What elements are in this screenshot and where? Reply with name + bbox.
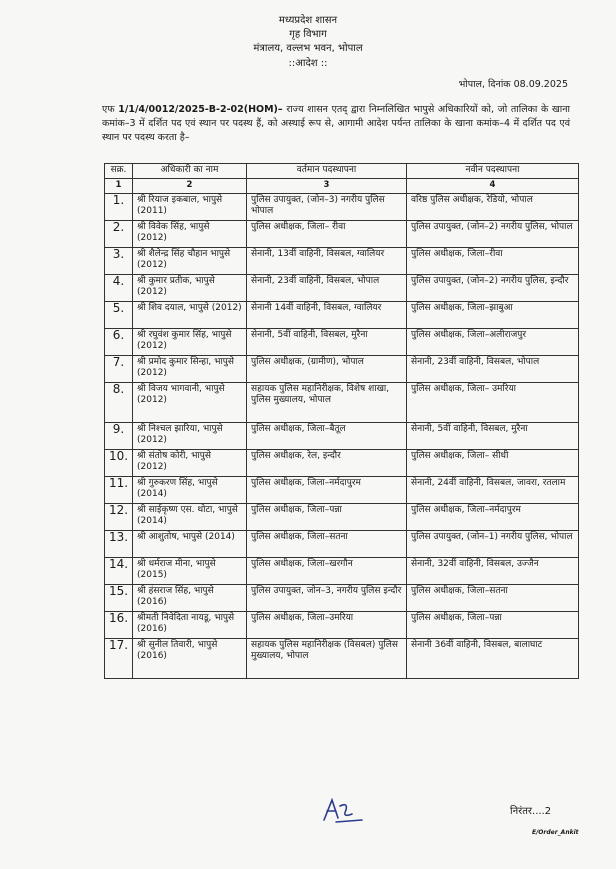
table-row [105,530,579,557]
officer-name: श्री हंसराज सिंह, भापुसे (2016) [133,584,247,611]
order-number: 1/1/4/0012/2025-B-2-02(HOM)– [118,104,283,115]
office-address: मंत्रालय, वल्लभ भवन, भोपाल [253,43,363,54]
serial-number: 10. [105,449,133,476]
officer-name: श्री विजय भागवानी, भापुसे (2012) [133,382,247,422]
column-number: 1 [105,179,133,194]
current-posting: पुलिस उपायुक्त, (जोन–3) नगरीय पुलिस भोपाल [247,193,407,220]
table-row [105,355,579,382]
current-posting: सेनानी 14वीं वाहिनी, विसबल, ग्वालियर [247,301,407,328]
serial-number: 5. [105,301,133,328]
serial-number: 9. [105,422,133,449]
current-posting: सेनानी, 23वीं वाहिनी, विसबल, भोपाल [247,274,407,301]
table-row [105,274,579,301]
current-posting: पुलिस अधीक्षक, जिला–पन्ना [247,503,407,530]
order-text: राज्य शासन एतद् द्वारा निम्नलिखित भापुसे अधिकारियों को, जो तालिका के खाना कमांक–3 में दर्शित पद एवं स्थान पर पदस्थ हैं, को अस्थाई रूप से, आगामी आदेश पर्यन्त तालिका के खाना कमांक–4 में दर्शित पद एवं स्थान पर पदस्थ करता है– [102,104,570,143]
order-heading: ::आदेश :: [288,58,328,69]
current-posting: पुलिस अधीक्षक, जिला–बैतूल [247,422,407,449]
serial-number: 14. [105,557,133,584]
new-posting: पुलिस अधीक्षक, जिला–झाबुआ [407,301,579,328]
column-number: 4 [407,179,579,194]
new-posting: पुलिस अधीक्षक, जिला–सतना [407,584,579,611]
signature-icon [318,796,366,826]
current-posting: पुलिस अधीक्षक, जिला–खरगौन [247,557,407,584]
officer-name: श्रीमती निवेदिता नायडू, भापुसे (2016) [133,611,247,638]
officer-name: श्री संतोष कोरी, भापुसे (2012) [133,449,247,476]
officer-name: श्री विवेक सिंह, भापुसे (2012) [133,220,247,247]
current-posting: पुलिस अधीक्षक, (ग्रामीण), भोपाल [247,355,407,382]
continued-note: निरंतर....2 [510,806,552,817]
table-row [105,611,579,638]
table-row [105,220,579,247]
new-posting: सेनानी, 5वीं वाहिनी, विसबल, मुरैना [407,422,579,449]
header-sn: सक्र. [105,164,133,179]
table-header-row [105,164,579,179]
file-reference: E/Order_Ankit [532,829,579,836]
serial-number: 7. [105,355,133,382]
current-posting: सहायक पुलिस महानिरीक्षक (विसबल) पुलिस मुख्यालय, भोपाल [247,638,407,678]
serial-number: 15. [105,584,133,611]
officer-name: श्री कुमार प्रतीक, भापुसे (2012) [133,274,247,301]
current-posting: सहायक पुलिस महानिरीक्षक, विशेष शाखा, पुलिस मुख्यालय, भोपाल [247,382,407,422]
current-posting: पुलिस अधीक्षक, जिला–नर्मदापुरम [247,476,407,503]
officer-name: श्री साईकृष्ण एस. थोटा, भापुसे (2014) [133,503,247,530]
table-row [105,557,579,584]
serial-number: 8. [105,382,133,422]
serial-number: 16. [105,611,133,638]
new-posting: पुलिस उपायुक्त, (जोन–2) नगरीय पुलिस, भोपाल [407,220,579,247]
department-name: गृह विभाग [289,29,327,40]
column-number: 2 [133,179,247,194]
officer-name: श्री शिव दयाल, भापुसे (2012) [133,301,247,328]
serial-number: 2. [105,220,133,247]
table-row [105,301,579,328]
new-posting: पुलिस अधीक्षक, जिला– उमरिया [407,382,579,422]
serial-number: 4. [105,274,133,301]
table-row [105,422,579,449]
serial-number: 1. [105,193,133,220]
header-current-posting: वर्तमान पदस्थापना [247,164,407,179]
new-posting: पुलिस उपायुक्त, (जोन–2) नगरीय पुलिस, इन्दौर [407,274,579,301]
officer-name: श्री सुनील तिवारी, भापुसे (2016) [133,638,247,678]
new-posting: पुलिस अधीक्षक, जिला–नर्मदापुरम [407,503,579,530]
table-row [105,247,579,274]
officer-name: श्री गुरुकरण सिंह, भापुसे (2014) [133,476,247,503]
current-posting: पुलिस अधीक्षक, जिला–उमरिया [247,611,407,638]
table-row [105,638,579,678]
officer-name: श्री रियाज इकबाल, भापुसे (2011) [133,193,247,220]
table-row [105,328,579,355]
table-row [105,503,579,530]
order-date: भोपाल, दिनांक 08.09.2025 [458,79,568,90]
new-posting: पुलिस उपायुक्त, (जोन–1) नगरीय पुलिस, भोपाल [407,530,579,557]
new-posting: सेनानी, 32वीं वाहिनी, विसबल, उज्जैन [407,557,579,584]
serial-number: 17. [105,638,133,678]
current-posting: पुलिस उपायुक्त, जोन–3, नगरीय पुलिस इन्दौर [247,584,407,611]
current-posting: पुलिस अधीक्षक, जिला–सतना [247,530,407,557]
header-new-posting: नवीन पदस्थापना [407,164,579,179]
serial-number: 12. [105,503,133,530]
serial-number: 11. [105,476,133,503]
table-row [105,382,579,422]
officer-name: श्री रघुवंश कुमार सिंह, भापुसे (2012) [133,328,247,355]
current-posting: पुलिस अधीक्षक, जिला– रीवा [247,220,407,247]
table-row [105,193,579,220]
column-number-row [105,179,579,194]
order-prefix: एफ [102,104,115,115]
officer-name: श्री धर्मराज मीना, भापुसे (2015) [133,557,247,584]
new-posting: वरिष्ठ पुलिस अधीक्षक, रेडियो, भोपाल [407,193,579,220]
new-posting: पुलिस अधीक्षक, जिला–पन्ना [407,611,579,638]
officer-name: श्री शैलेन्द्र सिंह चौहान भापुसे (2012) [133,247,247,274]
order-paragraph [102,103,570,145]
officer-name: श्री प्रमोद कुमार सिन्हा, भापुसे (2012) [133,355,247,382]
serial-number: 6. [105,328,133,355]
current-posting: सेनानी, 5वीं वाहिनी, विसबल, मुरैना [247,328,407,355]
column-number: 3 [247,179,407,194]
serial-number: 3. [105,247,133,274]
new-posting: सेनानी, 24वीं वाहिनी, विसबल, जावरा, रतलाम [407,476,579,503]
header-officer-name: अधिकारी का नाम [133,164,247,179]
new-posting: पुलिस अधीक्षक, जिला–अलीराजपुर [407,328,579,355]
table-row [105,476,579,503]
current-posting: सेनानी, 13वीं वाहिनी, विसबल, ग्वालियर [247,247,407,274]
serial-number: 13. [105,530,133,557]
new-posting: पुलिस अधीक्षक, जिला– सीधी [407,449,579,476]
table-row [105,449,579,476]
table-row [105,584,579,611]
new-posting: पुलिस अधीक्षक, जिला–रीवा [407,247,579,274]
officer-name: श्री निश्चल झारिया, भापुसे (2012) [133,422,247,449]
new-posting: सेनानी 36वीं वाहिनी, विसबल, बालाघाट [407,638,579,678]
govt-name: मध्यप्रदेश शासन [278,15,338,26]
current-posting: पुलिस अधीक्षक, रेल, इन्दौर [247,449,407,476]
table-body [105,193,579,678]
new-posting: सेनानी, 23वीं वाहिनी, विसबल, भोपाल [407,355,579,382]
posting-table [104,163,579,679]
officer-name: श्री आशुतोष, भापुसे (2014) [133,530,247,557]
